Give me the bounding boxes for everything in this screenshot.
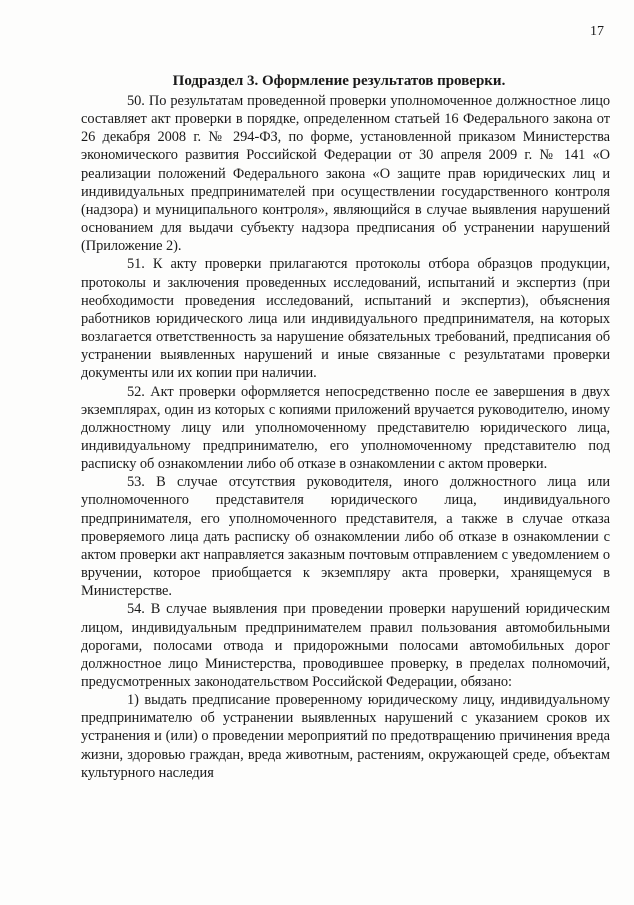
paragraph-54: 54. В случае выявления при проведении проверки нарушений юридическим лицом, индивидуальным предпринимателем правил пользования автомобильными дорогами, полосами отвода и придорожными полосами автомобильных дорог должностное лицо Министерства, проводившее проверку, в пределах полномочий, предусмотренных законодательством Российской Федерации, обязано: <box>81 601 610 690</box>
paragraph-52: 52. Акт проверки оформляется непосредственно после ее завершения в двух экземплярах, один из которых с копиями приложений вручается руководителю, иному должностному лицу или уполномоченному представителю юридического лица, индивидуальному предпринимателю, его уполномоченному представителю под расписку об ознакомлении либо об отказе в ознакомлении с актом проверки. <box>81 383 610 473</box>
paragraph-50: 50. По результатам проведенной проверки уполномоченное должностное лицо составляет акт проверки в порядке, определенном статьей 16 Федерального закона от 26 декабря 2008 г. № 294-ФЗ, по форме, установленной приказом Министерства экономического развития Российской Федерации от 30 апреля 2009 г. № 141 «О реализации положений Федерального закона «О защите прав юридических лиц и индивидуальных предпринимателей при осуществлении государственного контроля (надзора) и муниципального контроля», являющийся в случае выявления нарушений основанием для выдачи субъекту надзора предписания об устранении нарушений (Приложение 2). <box>81 93 610 255</box>
list-item-1: 1) выдать предписание проверенному юридическому лицу, индивидуальному предпринимателю об устранении выявленных нарушений с указанием сроков их устранения и (или) о проведении мероприятий по предотвращению причинения вреда жизни, здоровью граждан, вреда животным, растениям, окружающей среде, объектам культурного наследия <box>81 692 610 781</box>
document-body <box>81 92 610 782</box>
paragraph-51: 51. К акту проверки прилагаются протоколы отбора образцов продукции, протоколы и заключения проведенных исследований, испытаний и экспертиз (при необходимости проведения исследований, испытаний и экспертиз), объяснения работников юридического лица или индивидуального предпринимателя, на которых возлагается ответственность за нарушение обязательных требований, предписания об устранении выявленных нарушений и иные связанные с результатами проверки документы или их копии при наличии. <box>81 256 610 382</box>
paragraph-53: 53. В случае отсутствия руководителя, иного должностного лица или уполномоченного представителя юридического лица, индивидуального предпринимателя, его уполномоченного представителя, а также в случае отказа проверяемого лица дать расписку об ознакомлении либо об отказе в ознакомлении с актом проверки акт направляется заказным почтовым отправлением с уведомлением о вручении, которое приобщается к экземпляру акта проверки, хранящемуся в Министерстве. <box>81 474 610 600</box>
section-heading: Подраздел 3. Оформление результатов проверки. <box>172 73 506 89</box>
page-number: 17 <box>590 24 604 39</box>
